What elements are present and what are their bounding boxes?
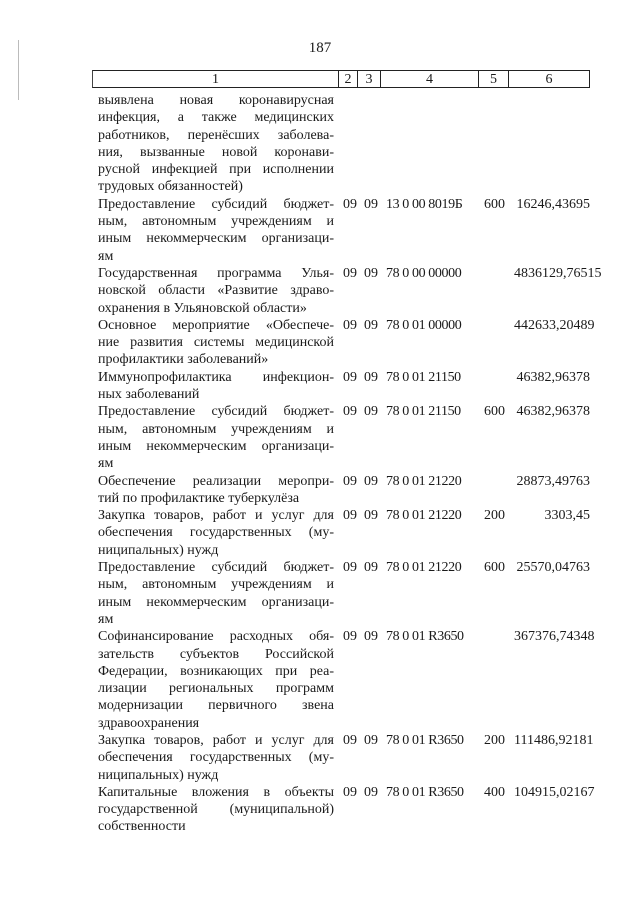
table-body bbox=[98, 92, 602, 836]
header-col-1: 1 bbox=[93, 71, 339, 87]
description-line: охранения в Ульяновской области» bbox=[98, 300, 307, 316]
section-code: 09 bbox=[343, 560, 357, 576]
header-col-4: 4 bbox=[381, 71, 479, 87]
section-code: 09 bbox=[343, 732, 357, 748]
expense-type-code: 200 bbox=[484, 508, 505, 524]
target-article-code: 78 0 01 21220 bbox=[386, 473, 462, 489]
amount bbox=[514, 92, 590, 196]
description-line: собственности bbox=[98, 819, 186, 835]
table-row bbox=[98, 265, 602, 317]
section-code: 09 bbox=[343, 196, 357, 212]
subsection-code: 09 bbox=[364, 196, 378, 212]
section-code bbox=[343, 92, 364, 196]
row-description bbox=[98, 473, 334, 508]
description-line: иным некоммерческим организаци- bbox=[98, 231, 334, 247]
target-article-code: 78 0 01 R3650 bbox=[386, 732, 464, 748]
description-line: модернизации первичного звена bbox=[98, 698, 334, 714]
description-line: Закупка товаров, работ и услуг для bbox=[98, 732, 334, 748]
description-line: Иммунопрофилактика инфекцион- bbox=[98, 369, 334, 385]
description-line: Федерации, возникающих при реа- bbox=[98, 663, 334, 679]
description-line: ям bbox=[98, 456, 114, 472]
expense-type-code bbox=[484, 473, 514, 508]
target-article-code: 78 0 01 21220 bbox=[386, 508, 462, 524]
expense-type-code: 600 bbox=[484, 560, 505, 576]
row-description bbox=[98, 92, 334, 196]
header-col-6: 6 bbox=[545, 72, 553, 87]
table-row bbox=[98, 473, 590, 508]
amount: 16246,43695 bbox=[516, 196, 590, 212]
description-line: ние развития системы медицинской bbox=[98, 335, 334, 351]
scan-artifact bbox=[18, 40, 19, 100]
amount: 46382,96378 bbox=[516, 404, 590, 420]
expense-type-code bbox=[484, 317, 514, 369]
target-article-code: 78 0 01 21220 bbox=[386, 560, 462, 576]
description-line: Предоставление субсидий бюджет- bbox=[98, 404, 334, 420]
expense-type-code bbox=[484, 628, 514, 732]
expense-type-code bbox=[484, 92, 514, 196]
description-line: Обеспечение реализации меропри- bbox=[98, 473, 334, 489]
table-row bbox=[98, 369, 590, 404]
header-col-3: 3 bbox=[358, 71, 381, 87]
table-row bbox=[98, 559, 590, 628]
row-description bbox=[98, 507, 334, 559]
description-line: русной инфекцией при исполнении bbox=[98, 162, 334, 178]
table-row bbox=[98, 628, 595, 732]
subsection-code: 09 bbox=[364, 265, 378, 281]
header-col-2: 2 bbox=[339, 71, 358, 87]
description-line: обеспечения государственных (му- bbox=[98, 750, 334, 766]
description-line: новской области «Развитие здраво- bbox=[98, 283, 334, 299]
subsection-code: 09 bbox=[364, 560, 378, 576]
row-description bbox=[98, 628, 334, 732]
description-line: обеспечения государственных (му- bbox=[98, 525, 334, 541]
description-line: здравоохранения bbox=[98, 715, 200, 731]
row-description bbox=[98, 317, 334, 369]
description-line: ным, автономным учреждениям и bbox=[98, 214, 334, 230]
target-article-code: 78 0 01 21150 bbox=[386, 404, 461, 420]
row-description bbox=[98, 784, 334, 836]
section-code: 09 bbox=[343, 369, 357, 385]
subsection-code: 09 bbox=[364, 317, 378, 333]
expense-type-code: 600 bbox=[484, 404, 505, 420]
description-line: государственной (муниципальной) bbox=[98, 802, 334, 818]
description-line: ям bbox=[98, 248, 114, 264]
row-description bbox=[98, 369, 334, 404]
description-line: Основное мероприятие «Обеспече- bbox=[98, 317, 334, 333]
target-article-code: 78 0 01 R3650 bbox=[386, 784, 464, 800]
section-code: 09 bbox=[343, 404, 357, 420]
description-line: зательств субъектов Российской bbox=[98, 646, 334, 662]
table-row bbox=[98, 732, 594, 784]
subsection-code: 09 bbox=[364, 369, 378, 385]
target-article-code: 13 0 00 8019Б bbox=[386, 196, 463, 212]
section-code: 09 bbox=[343, 317, 357, 333]
amount: 367376,74348 bbox=[514, 629, 595, 645]
expense-type-code: 600 bbox=[484, 196, 505, 212]
amount: 104915,02167 bbox=[514, 784, 595, 800]
description-line: лизации региональных программ bbox=[98, 681, 334, 697]
expense-type-code: 400 bbox=[484, 784, 505, 800]
target-article-code: 78 0 01 21150 bbox=[386, 369, 461, 385]
description-line: иным некоммерческим организаци- bbox=[98, 594, 334, 610]
expense-type-code bbox=[484, 369, 514, 404]
section-code: 09 bbox=[343, 784, 357, 800]
description-line: трудовых обязанностей) bbox=[98, 179, 243, 195]
amount: 25570,04763 bbox=[516, 560, 590, 576]
section-code: 09 bbox=[343, 629, 357, 645]
target-article-code bbox=[386, 92, 484, 196]
row-description bbox=[98, 196, 334, 265]
description-line: Софинансирование расходных обя- bbox=[98, 629, 334, 645]
description-line: ным, автономным учреждениям и bbox=[98, 421, 334, 437]
description-line: иным некоммерческим организаци- bbox=[98, 438, 334, 454]
description-line: выявлена новая коронавирусная bbox=[98, 93, 334, 108]
subsection-code: 09 bbox=[364, 784, 378, 800]
page-number: 187 bbox=[308, 40, 332, 56]
amount: 46382,96378 bbox=[516, 369, 590, 385]
expense-type-code: 200 bbox=[484, 732, 505, 748]
row-description bbox=[98, 559, 334, 628]
table-header bbox=[92, 70, 590, 88]
subsection-code: 09 bbox=[364, 508, 378, 524]
description-line: инфекция, а также медицинских bbox=[98, 110, 334, 126]
description-line: ным, автономным учреждениям и bbox=[98, 577, 334, 593]
subsection-code: 09 bbox=[364, 732, 378, 748]
row-description bbox=[98, 403, 334, 472]
description-line: Предоставление субсидий бюджет- bbox=[98, 196, 334, 212]
table-row bbox=[98, 784, 595, 836]
description-line: Предоставление субсидий бюджет- bbox=[98, 560, 334, 576]
description-line: Государственная программа Улья- bbox=[98, 265, 334, 281]
expense-type-code bbox=[484, 265, 514, 317]
table-row bbox=[98, 507, 590, 559]
description-line: ниципальных) нужд bbox=[98, 767, 219, 783]
description-line: Капитальные вложения в объекты bbox=[98, 784, 334, 800]
section-code: 09 bbox=[343, 473, 357, 489]
subsection-code bbox=[364, 92, 386, 196]
table-row bbox=[98, 92, 590, 196]
description-line: Закупка товаров, работ и услуг для bbox=[98, 508, 334, 524]
table-row bbox=[98, 317, 595, 369]
target-article-code: 78 0 00 00000 bbox=[386, 265, 462, 281]
subsection-code: 09 bbox=[364, 404, 378, 420]
subsection-code: 09 bbox=[364, 629, 378, 645]
row-description bbox=[98, 732, 334, 784]
target-article-code: 78 0 01 00000 bbox=[386, 317, 462, 333]
section-code: 09 bbox=[343, 508, 357, 524]
amount: 442633,20489 bbox=[514, 317, 595, 333]
description-line: тий по профилактике туберкулёза bbox=[98, 490, 300, 506]
target-article-code: 78 0 01 R3650 bbox=[386, 629, 464, 645]
description-line: ниципальных) нужд bbox=[98, 542, 219, 558]
amount: 3303,45 bbox=[544, 508, 590, 524]
table-row bbox=[98, 403, 590, 472]
table-row bbox=[98, 196, 590, 265]
description-line: ных заболеваний bbox=[98, 387, 200, 403]
amount: 28873,49763 bbox=[516, 473, 590, 489]
description-line: ям bbox=[98, 611, 114, 627]
header-col-5: 5 bbox=[479, 71, 509, 87]
description-line: ния, вызванные новой коронави- bbox=[98, 144, 334, 160]
description-line: профилактики заболеваний» bbox=[98, 352, 269, 368]
section-code: 09 bbox=[343, 265, 357, 281]
amount: 4836129,76515 bbox=[514, 265, 602, 281]
subsection-code: 09 bbox=[364, 473, 378, 489]
amount: 111486,92181 bbox=[514, 732, 594, 748]
description-line: работников, перенёсших заболева- bbox=[98, 127, 334, 143]
row-description bbox=[98, 265, 334, 317]
